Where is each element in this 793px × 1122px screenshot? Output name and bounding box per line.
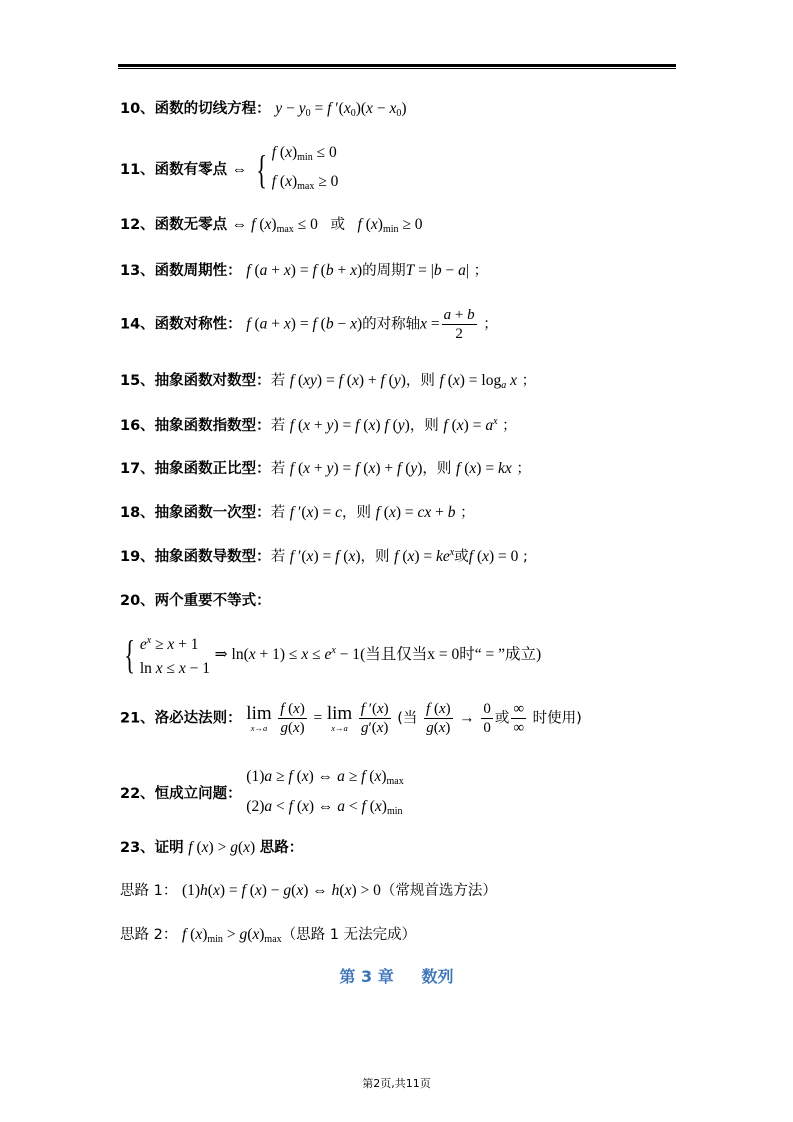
item-label: 19、抽象函数导数型： [120,549,271,565]
item-22-always-hold [120,764,404,824]
or-text: 或 [454,549,469,565]
item-label: 17、抽象函数正比型： [120,461,271,477]
formula: f (xy) = f (x) + f (y) [289,372,406,389]
header-rule-thin [118,68,676,69]
note-text: （常规首选方法） [380,883,497,899]
end-text: ； [521,373,537,389]
formula: f $(x) = ke^x$ [394,547,455,565]
formula-system: $e^x \ge x + 1$ ln x ≤ x − 1 [139,635,211,677]
then-text: ，则 [341,505,371,521]
item-19-derivative-type [120,545,528,566]
formula: x = [420,315,440,333]
item-label: 10、函数的切线方程： [120,101,271,117]
formula: f (x) = cx + b [375,504,456,521]
formula: (1)h(x) = f (x) − g(x) ⇔ h(x) > 0 [181,882,381,899]
formula: f $(x)_{min} > g(x)_{max}$ [181,926,282,945]
if-text: 若 [270,461,286,477]
end-text: ; [523,549,528,565]
item-13-periodicity [120,259,488,280]
formula: f (x) = 0 [468,548,519,565]
item-20-inequalities-body [120,629,541,681]
item-14-symmetry [120,306,498,343]
fraction: $\frac{f (x)}{g(x)}$ [280,701,305,736]
fraction: $\frac{f (x)}{g(x)}$ [426,701,451,736]
brace-symbol: { [124,632,135,677]
formula: ⇒ $\ln(x + 1) \le x \le e^x - 1$ [214,645,361,663]
fraction: $\frac{0}{0}$ [483,701,491,736]
then-text: ，则 [360,549,390,565]
then-text: ，则 [405,373,435,389]
item-label: 16、抽象函数指数型： [120,418,271,434]
text: ； [473,263,489,279]
limit-operator: lim x→a [326,702,353,733]
item-21-lhopital [120,700,582,737]
formula: f (x + y) = f (x) f (y) [289,417,410,434]
text: (当 [397,710,418,727]
text: 的对称轴 [362,316,421,333]
fraction: $\frac{\infty}{\infty}$ [513,701,525,736]
item-16-exp-type [120,414,517,435]
note-text: （思路 1 无法完成） [281,927,417,943]
item-17-proportional-type [120,457,531,478]
formula: f ′(x) = f (x) [289,548,361,565]
item-11-has-zero [120,141,338,199]
formula: $y - y_0 = f$ $'(x_0)(x - x_0)$ [275,100,407,119]
if-text: 若 [270,373,286,389]
arrow-symbol: → [459,709,475,727]
page-footer: 第2页,共11页 [362,1077,431,1090]
item-label: 21、洛必达法则： [120,710,242,727]
if-text: 若 [270,505,286,521]
header-rule-thick [118,64,676,67]
item-label-tail: 思路： [259,840,304,856]
end-text: ； [502,418,517,434]
end-text: ； [516,461,531,477]
item-label: 14、函数对称性： [120,316,242,333]
item-label: 15、抽象函数对数型： [120,373,271,389]
approach-1 [120,879,497,900]
formula: f $(x) = a^x$ [443,416,498,434]
formula: f (a + x) = f (b − x) [246,315,363,333]
then-text: ，则 [422,461,452,477]
formula: f $(x)_{min} \ge 0$ [357,216,423,235]
brace-symbol: { [256,147,267,192]
item-label: 20、两个重要不等式： [120,593,271,609]
formula-system: (1)a ≥ f (x) ⇔ a ≥ f $(x)_{max}$ (2)a < f (x) ⇔ a < f $(x)_{min}$ [246,768,404,817]
approach-label: 思路 1： [120,883,178,899]
formula: f (x + y) = f (x) + f (y) [289,460,423,477]
fraction: $\frac{f '(x)}{g'(x)}$ [360,701,389,736]
condition-text: (当且仅当x = 0时“ = ”成立) [360,646,542,663]
formula: f $(x) = \log_a x$ [439,372,517,391]
item-20-inequalities-title [120,589,271,610]
end-text: ； [460,505,475,521]
then-text: ，则 [409,418,439,434]
formula: f (a + x) = f (b + x) [246,262,363,279]
item-23-proof-title [120,836,303,857]
or-text: 或 [494,710,510,727]
or-text: 或 [330,217,345,233]
item-18-linear-type [120,501,475,522]
text: 时使用) [532,710,582,727]
item-label: 18、抽象函数一次型： [120,505,271,521]
formula: ⇔ f $(x)_{max} \le 0$ [231,216,318,235]
item-label: 22、恒成立问题： [120,786,242,802]
approach-label: 思路 2： [120,927,178,943]
limit-operator: lim x→a [246,702,272,733]
item-label: 12、函数无零点 [120,217,228,233]
item-12-no-zero [120,213,423,235]
item-10-tangent-line [120,97,407,119]
item-label: 11、函数有零点 [120,162,228,178]
item-15-log-type [120,369,536,391]
item-label: 13、函数周期性： [120,263,242,279]
formula: f (x) = kx [456,460,512,477]
if-text: 若 [270,549,286,565]
if-text: 若 [270,418,286,434]
iff-symbol: ⇔ [231,161,248,178]
formula: T = |b − a| [405,262,469,279]
equals-symbol: = [313,709,323,727]
approach-2 [120,923,416,945]
chapter-heading: 第 3 章 数列 [339,967,454,986]
fraction: $\frac{a + b}{2}$ [443,307,475,342]
item-label: 23、证明 [120,840,184,856]
formula-system: f $(x)_{min} \le 0$ f $(x)_{max} \ge 0$ [271,144,339,192]
text: ； [483,316,498,333]
formula: f ′(x) = c [289,504,342,521]
text: 的周期 [362,263,406,279]
formula: f (x) > g(x) [188,839,256,856]
